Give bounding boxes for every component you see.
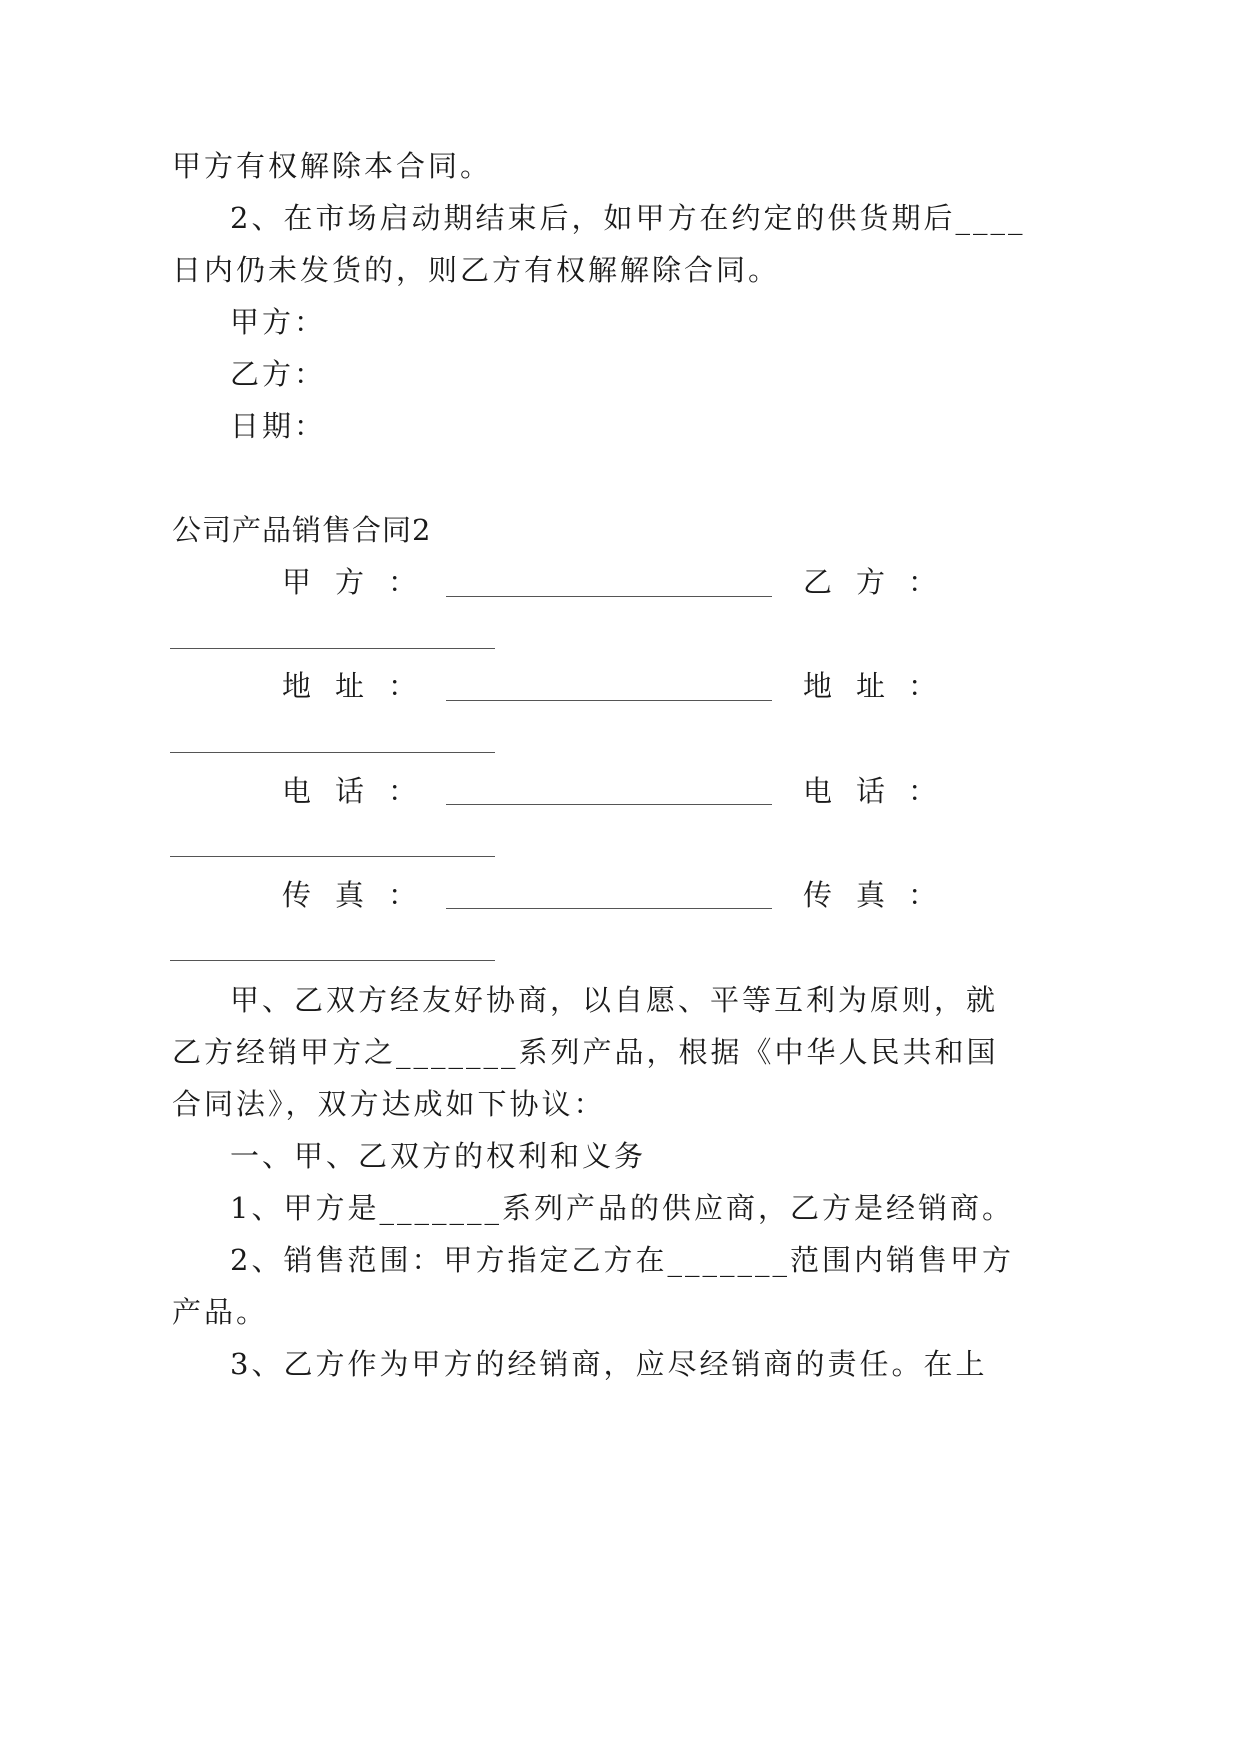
- blank-line: [170, 960, 495, 961]
- field-label-char: 甲: [282, 565, 312, 599]
- signature-date: 日期：: [230, 409, 327, 443]
- field-colon: ：: [388, 565, 418, 599]
- clause-item-continuation: 产品。: [172, 1295, 269, 1329]
- field-label-char: 址: [856, 669, 886, 703]
- field-label-char: 方: [856, 565, 886, 599]
- field-colon: ：: [908, 669, 938, 703]
- field-label-char: 真: [335, 878, 365, 912]
- paragraph-line: 合同法》，双方达成如下协议：: [172, 1087, 606, 1121]
- field-label-char: 址: [335, 669, 365, 703]
- text-line: 日内仍未发货的，则乙方有权解解除合同。: [172, 253, 781, 287]
- field-label-char: 传: [803, 878, 833, 912]
- field-label-char: 传: [282, 878, 312, 912]
- text-line: 甲方有权解除本合同。: [172, 149, 493, 183]
- field-label-char: 方: [335, 565, 365, 599]
- section-heading: 一、甲、乙双方的权利和义务: [230, 1139, 647, 1173]
- blank-line: [446, 596, 772, 597]
- field-colon: ：: [388, 669, 418, 703]
- blank-line: [170, 856, 495, 857]
- paragraph-line: 乙方经销甲方之_______系列产品，根据《中华人民共和国: [172, 1035, 999, 1069]
- clause-item: 2、销售范围：甲方指定乙方在_______范围内销售甲方: [230, 1243, 1014, 1277]
- field-label-char: 电: [282, 774, 312, 808]
- blank-line: [446, 804, 772, 805]
- field-colon: ：: [908, 774, 938, 808]
- field-colon: ：: [388, 774, 418, 808]
- signature-party-b: 乙方：: [230, 357, 327, 391]
- field-label-char: 话: [856, 774, 886, 808]
- field-colon: ：: [388, 878, 418, 912]
- field-colon: ：: [908, 565, 938, 599]
- clause-item: 1、甲方是_______系列产品的供应商，乙方是经销商。: [230, 1191, 1014, 1225]
- field-colon: ：: [908, 878, 938, 912]
- field-label-char: 话: [335, 774, 365, 808]
- contract-title: 公司产品销售合同2: [172, 513, 432, 547]
- field-label-char: 地: [803, 669, 833, 703]
- signature-party-a: 甲方：: [230, 305, 327, 339]
- field-label-char: 乙: [803, 565, 833, 599]
- paragraph-line: 甲、乙双方经友好协商，以自愿、平等互利为原则，就: [230, 983, 999, 1017]
- field-label-char: 电: [803, 774, 833, 808]
- text-line: 2、在市场启动期结束后，如甲方在约定的供货期后____: [230, 201, 1026, 235]
- clause-item: 3、乙方作为甲方的经销商，应尽经销商的责任。在上: [230, 1347, 988, 1381]
- blank-line: [446, 908, 772, 909]
- blank-line: [170, 752, 495, 753]
- blank-line: [170, 648, 495, 649]
- blank-line: [446, 700, 772, 701]
- field-label-char: 地: [282, 669, 312, 703]
- field-label-char: 真: [856, 878, 886, 912]
